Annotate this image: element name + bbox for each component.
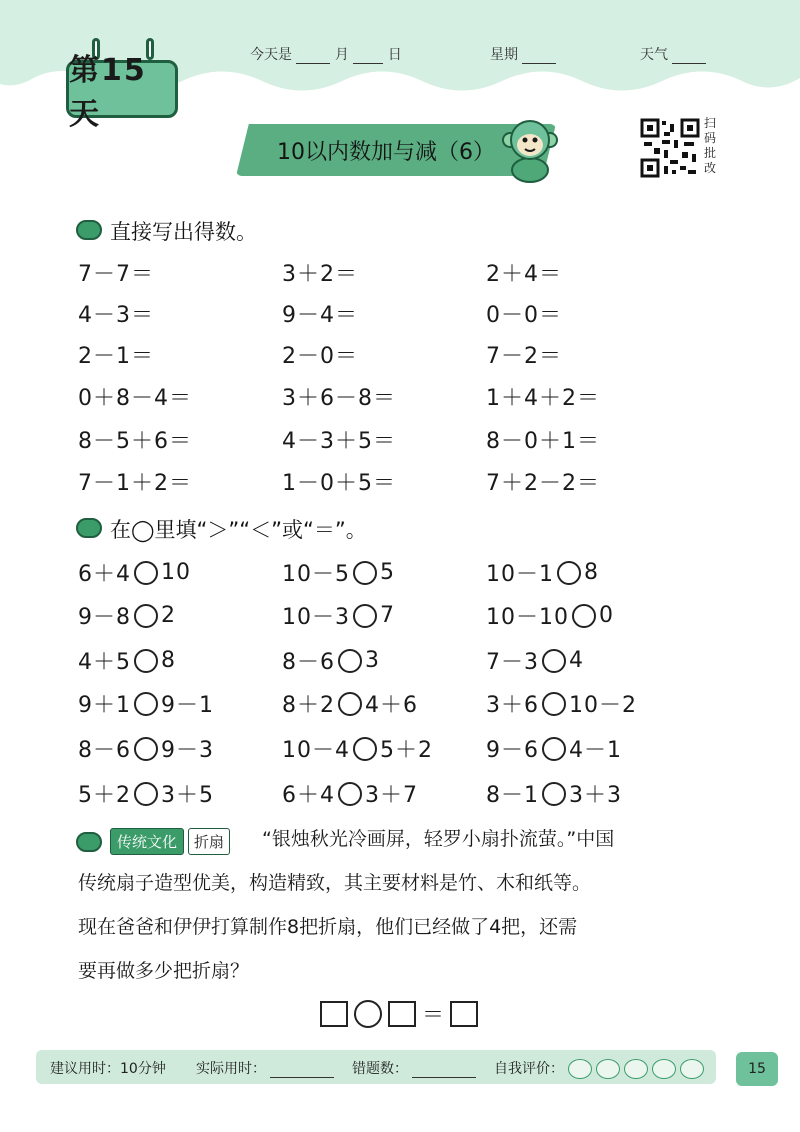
comparison-circle[interactable] [572, 604, 596, 628]
comparison-right: 3＋3 [569, 783, 622, 808]
comparison-circle[interactable] [134, 737, 158, 761]
comparison-right: 0 [599, 603, 614, 628]
comparison-right: 5 [380, 560, 395, 585]
word-problem-line-2: 传统扇子造型优美，构造精致，其主要材料是竹、木和纸等。 [78, 872, 592, 894]
comparison-left: 10－4 [282, 738, 350, 763]
comparison-right: 9－3 [161, 738, 214, 763]
arithmetic-problem: 8－0＋1＝ [486, 429, 600, 454]
self-evaluation-label: 自我评价： [494, 1061, 564, 1077]
comparison-left: 8－6 [78, 738, 131, 763]
comparison-right: 4＋6 [365, 693, 418, 718]
comparison-circle[interactable] [338, 649, 362, 673]
comparison-problem [282, 557, 395, 588]
comparison-left: 3＋6 [486, 693, 539, 718]
comparison-problem [486, 557, 599, 588]
arithmetic-problem: 0＋8－4＝ [78, 386, 192, 411]
monkey-mascot-icon [498, 114, 562, 186]
weather-label: 天气 [640, 47, 668, 63]
comparison-left: 6＋4 [282, 783, 335, 808]
error-count-field [352, 1058, 476, 1078]
comparison-right: 3＋7 [365, 783, 418, 808]
weekday-label: 星期 [490, 47, 518, 63]
section-one-title: 直接写出得数。 [110, 220, 257, 244]
section-three-tags [110, 828, 230, 855]
comparison-right: 5＋2 [380, 738, 433, 763]
rating-face-icon[interactable] [652, 1059, 676, 1079]
rating-face-icon[interactable] [624, 1059, 648, 1079]
arithmetic-problem: 8－5＋6＝ [78, 429, 192, 454]
comparison-circle[interactable] [338, 782, 362, 806]
day-blank[interactable] [353, 49, 383, 64]
arithmetic-problem: 1＋4＋2＝ [486, 386, 600, 411]
comparison-left: 8－6 [282, 650, 335, 675]
comparison-left: 9－6 [486, 738, 539, 763]
comparison-circle[interactable] [353, 561, 377, 585]
comparison-problem [282, 645, 380, 676]
comparison-circle[interactable] [134, 692, 158, 716]
comparison-circle[interactable] [134, 782, 158, 806]
word-problem-line-1: “银烛秋光冷画屏，轻罗小扇扑流萤。”中国 [262, 828, 615, 850]
comparison-circle[interactable] [542, 692, 566, 716]
comparison-circle[interactable] [557, 561, 581, 585]
comparison-circle[interactable] [338, 692, 362, 716]
comparison-circle[interactable] [134, 604, 158, 628]
comparison-left: 10－3 [282, 605, 350, 630]
comparison-left: 7－3 [486, 650, 539, 675]
section-two-marker [76, 518, 102, 538]
comparison-problem [282, 688, 418, 719]
comparison-left: 9＋1 [78, 693, 131, 718]
actual-time-blank[interactable] [270, 1063, 334, 1078]
section-two-title: 在◯里填“＞”“＜”或“＝”。 [110, 518, 367, 542]
arithmetic-problem: 4－3＋5＝ [282, 429, 396, 454]
comparison-left: 8＋2 [282, 693, 335, 718]
comparison-circle[interactable] [134, 561, 158, 585]
answer-box-1[interactable] [320, 1001, 348, 1027]
answer-equation [320, 998, 478, 1029]
comparison-problem [78, 600, 176, 631]
comparison-right: 8 [584, 560, 599, 585]
comparison-problem [78, 733, 214, 764]
comparison-problem [78, 688, 214, 719]
operator-circle[interactable] [354, 1000, 382, 1028]
comparison-right: 2 [161, 603, 176, 628]
comparison-left: 4＋5 [78, 650, 131, 675]
arithmetic-problem: 0－0＝ [486, 303, 562, 328]
comparison-problem [486, 778, 622, 809]
comparison-right: 3 [365, 648, 380, 673]
month-label: 月 [334, 47, 349, 63]
word-problem-line-3: 现在爸爸和伊伊打算制作8把折扇，他们已经做了4把，还需 [78, 916, 578, 938]
day-label: 日 [387, 47, 402, 63]
arithmetic-problem: 3＋2＝ [282, 262, 358, 287]
date-prefix: 今天是 [250, 47, 292, 63]
comparison-left: 5＋2 [78, 783, 131, 808]
date-field [250, 44, 402, 64]
comparison-problem [282, 600, 395, 631]
comparison-right: 4－1 [569, 738, 622, 763]
comparison-right: 3＋5 [161, 783, 214, 808]
comparison-problem [282, 778, 418, 809]
arithmetic-problem: 2－1＝ [78, 344, 154, 369]
comparison-problem [282, 733, 433, 764]
scan-to-grade-label: 扫码批改 [704, 116, 717, 175]
comparison-problem [78, 557, 191, 588]
comparison-circle[interactable] [542, 782, 566, 806]
comparison-problem [78, 645, 176, 676]
weekday-field [490, 44, 556, 64]
lesson-title: 10以内数加与减（6） [277, 139, 495, 165]
comparison-circle[interactable] [353, 604, 377, 628]
arithmetic-problem: 7＋2－2＝ [486, 471, 600, 496]
rating-face-icon[interactable] [568, 1059, 592, 1079]
comparison-right: 7 [380, 603, 395, 628]
day-badge [66, 53, 178, 132]
error-count-label: 错题数： [352, 1061, 408, 1077]
month-blank[interactable] [296, 49, 330, 64]
comparison-left: 9－8 [78, 605, 131, 630]
arithmetic-problem: 2－0＝ [282, 344, 358, 369]
folding-fan-tag: 折扇 [188, 828, 230, 855]
answer-box-2[interactable] [388, 1001, 416, 1027]
comparison-problem [486, 600, 614, 631]
weather-field [640, 44, 706, 64]
rating-face-icon[interactable] [596, 1059, 620, 1079]
comparison-left: 10－5 [282, 562, 350, 587]
comparison-left: 8－1 [486, 783, 539, 808]
comparison-left: 6＋4 [78, 562, 131, 587]
comparison-left: 10－1 [486, 562, 554, 587]
actual-time-label: 实际用时： [196, 1061, 266, 1077]
suggested-time: 建议用时：10分钟 [50, 1061, 166, 1077]
comparison-right: 9－1 [161, 693, 214, 718]
arithmetic-problem: 2＋4＝ [486, 262, 562, 287]
comparison-left: 10－10 [486, 605, 569, 630]
comparison-problem [486, 688, 637, 719]
comparison-circle[interactable] [353, 737, 377, 761]
page-number: 15 [736, 1052, 778, 1086]
comparison-right: 10 [161, 560, 191, 585]
arithmetic-problem: 4－3＝ [78, 303, 154, 328]
weather-blank[interactable] [672, 49, 706, 64]
error-count-blank[interactable] [412, 1063, 476, 1078]
qr-code-icon[interactable] [640, 118, 700, 178]
comparison-problem [78, 778, 214, 809]
rating-face-icon[interactable] [680, 1059, 704, 1079]
comparison-problem [486, 645, 584, 676]
weekday-blank[interactable] [522, 49, 556, 64]
arithmetic-problem: 9－4＝ [282, 303, 358, 328]
comparison-right: 8 [161, 648, 176, 673]
answer-box-result[interactable] [450, 1001, 478, 1027]
comparison-right: 10－2 [569, 693, 637, 718]
arithmetic-problem: 3＋6－8＝ [282, 386, 396, 411]
arithmetic-problem: 7－2＝ [486, 344, 562, 369]
comparison-right: 4 [569, 648, 584, 673]
comparison-circle[interactable] [134, 649, 158, 673]
word-problem-line-4: 要再做多少把折扇？ [78, 960, 250, 982]
section-three-marker [76, 832, 102, 852]
comparison-problem [486, 733, 622, 764]
day-badge-label: 第15天 [69, 53, 147, 132]
arithmetic-problem: 7－1＋2＝ [78, 471, 192, 496]
comparison-circle[interactable] [542, 737, 566, 761]
self-evaluation-field [494, 1058, 708, 1079]
equals-sign: ＝ [422, 1003, 445, 1028]
arithmetic-problem: 7－7＝ [78, 262, 154, 287]
section-one-marker [76, 220, 102, 240]
comparison-circle[interactable] [542, 649, 566, 673]
traditional-culture-tag: 传统文化 [110, 828, 184, 855]
actual-time-field [196, 1058, 334, 1078]
arithmetic-problem: 1－0＋5＝ [282, 471, 396, 496]
